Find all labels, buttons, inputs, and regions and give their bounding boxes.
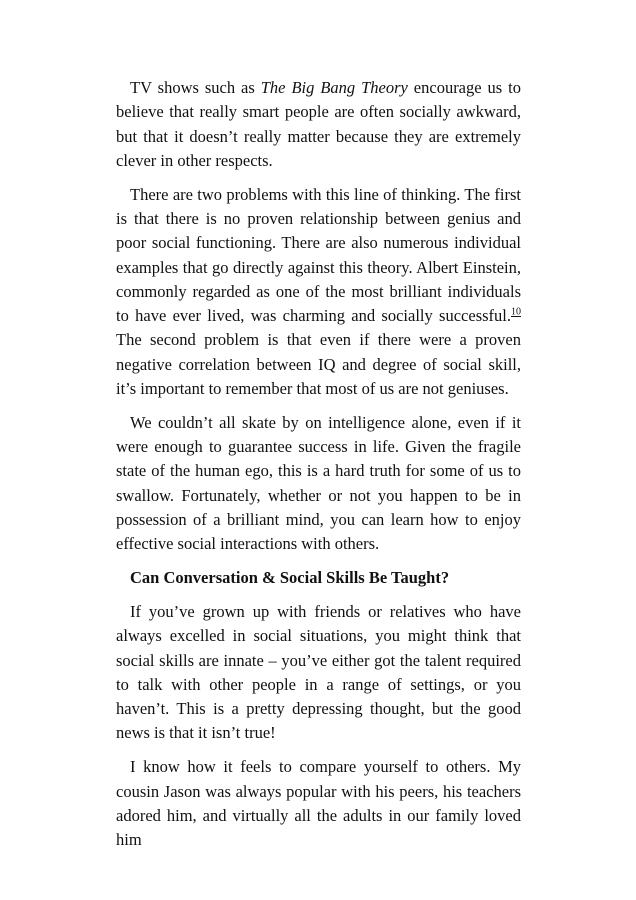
paragraph-lead-text: TV shows such as	[130, 78, 261, 97]
paragraph-innate-skills: If you’ve grown up with friends or relatives who have always excelled in social situations, you might think that social skills are innate – you’ve either got the talent required to talk with other people in a range of settings, or you haven’t. This is a pretty depressing thought, but the good news is that it isn’t true!	[116, 601, 521, 743]
paragraph-cousin-jason: I know how it feels to compare yourself to others. My cousin Jason was always popular with his peers, his teachers adored him, and virtually all the adults in our family loved him	[116, 757, 521, 850]
paragraph-tv-shows	[116, 76, 521, 173]
section-heading: Can Conversation & Social Skills Be Taught?	[130, 568, 450, 588]
paragraph-intelligence: We couldn’t all skate by on intelligence alone, even if it were enough to guarantee success in life. Given the fragile state of the human ego, this is a hard truth for some of us to swallow. Fortunately, whether or not you happen to be in possession of a brilliant mind, you can learn how to enjoy effective social interactions with others.	[116, 412, 521, 554]
footnote-link[interactable]: 10	[511, 306, 521, 318]
paragraph-text-before-footnote: There are two problems with this line of thinking. The first is that there is no proven relationship between genius and poor social functioning. There are also numerous individual examples that go directly against this theory. Albert Einstein, commonly regarded as one of the most brilliant individuals to have ever lived, was charming and socially successful.	[116, 184, 521, 326]
body-text	[116, 76, 521, 852]
paragraph-rest-text: encourage us to believe that really smart people are often socially awkward, but that it doesn’t really matter because they are extremely clever in other respects.	[116, 78, 521, 170]
paragraph-two-problems	[116, 183, 521, 402]
show-title: The Big Bang Theory	[260, 78, 408, 97]
paragraph-text-after-footnote: The second problem is that even if there were a proven negative correlation between IQ and degree of social skill, it’s important to remember that most of us are not geniuses.	[116, 330, 521, 399]
